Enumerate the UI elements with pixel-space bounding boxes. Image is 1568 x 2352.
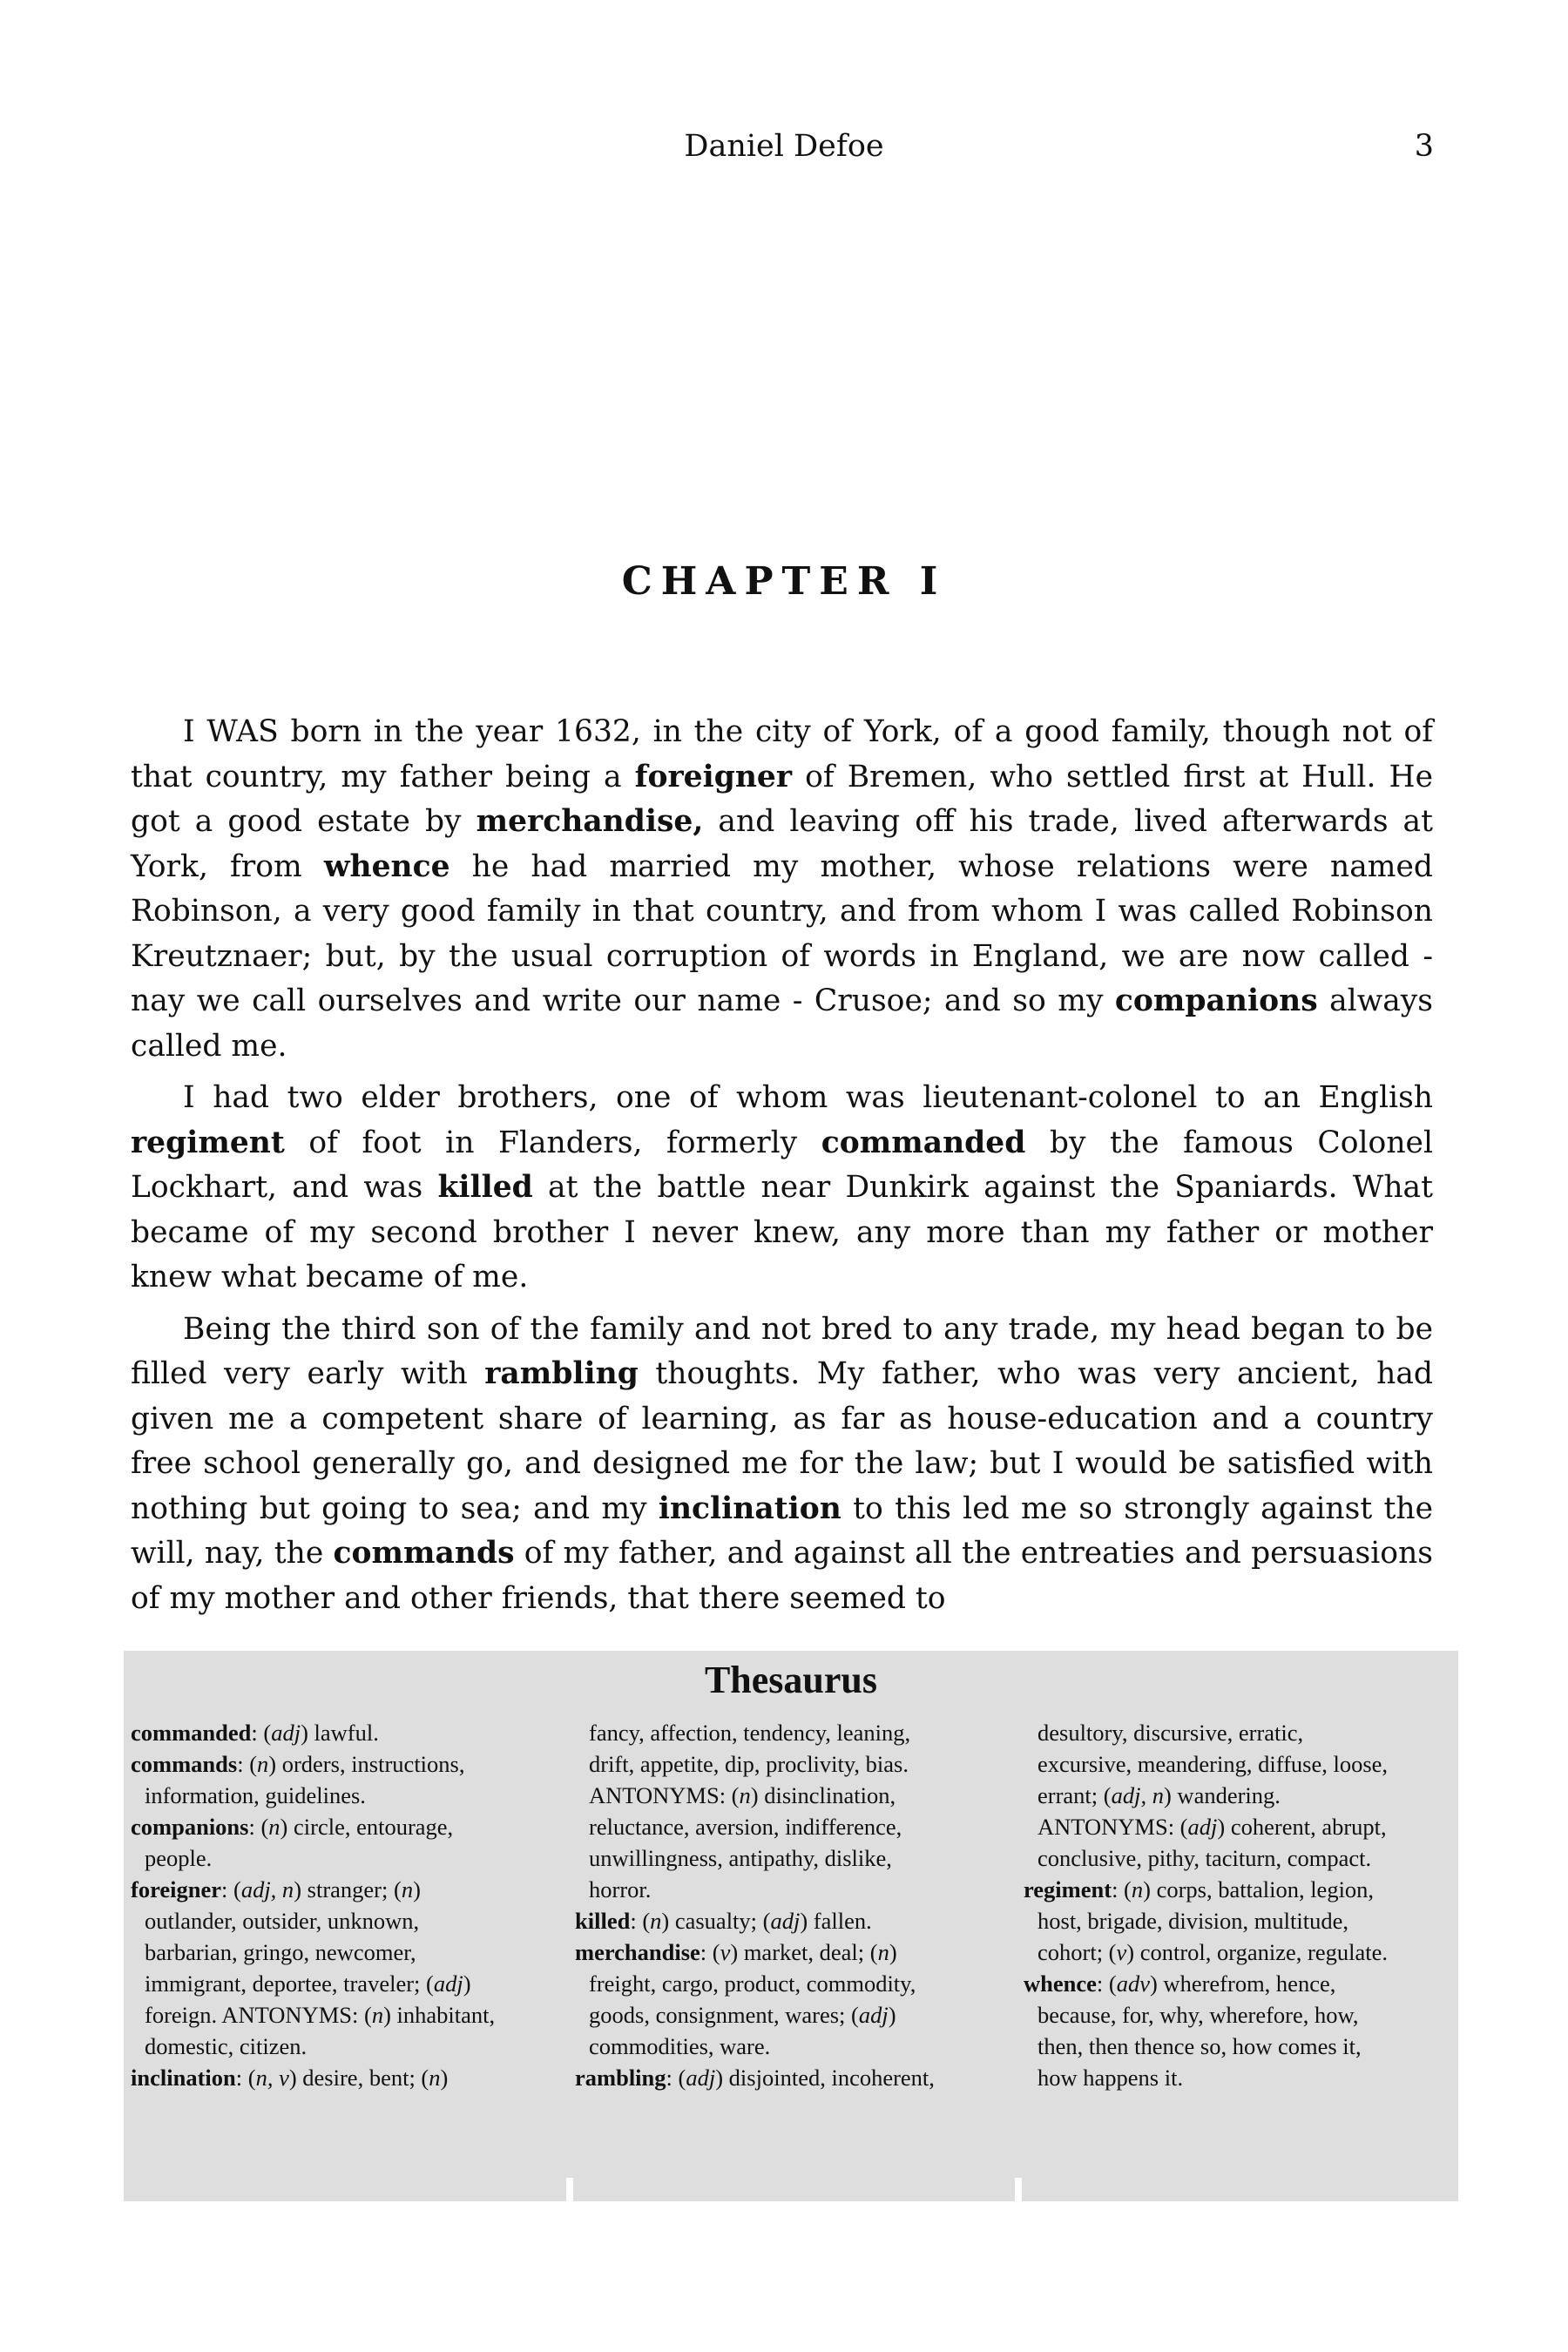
thesaurus-line: fancy, affection, tendency, leaning, [589,1720,911,1746]
thesaurus-line: reluctance, aversion, indifference, [589,1814,902,1840]
thesaurus-line: foreigner: (adj, n) stranger; (n) [131,1876,421,1903]
thesaurus-line: commodities, ware. [589,2033,771,2059]
thesaurus-line: barbarian, gringo, newcomer, [145,1939,416,1965]
thesaurus-box [124,1651,1458,2201]
paragraph: Being the third son of the family and not bred to any trade, my head began to be filled very early with rambling thoughts. My father, who was very ancient, had given me a competent share of learning, as far as house-education and a country free school generally go, and designed me for the law; but I would be satisfied with nothing but going to sea; and my inclination to this led me so strongly against the will, nay, the commands of my father, and against all the entreaties and persuasions of my mother and other friends, that there seemed to [131,1311,1433,1616]
thesaurus-line: commanded: (adj) lawful. [131,1720,379,1746]
thesaurus-line: conclusive, pithy, taciturn, compact. [1037,1845,1372,1871]
paragraph: I had two elder brothers, one of whom was lieutenant-colonel to an English regiment of foot in Flanders, formerly commanded by the famous Colonel Lockhart, and was killed at the battle near Dunkirk against the Spaniards. What became of my second brother I never knew, any more than my father or mother knew what became of me. [131,1080,1433,1294]
running-header-author: Daniel Defoe [684,129,884,164]
thesaurus-line: domestic, citizen. [145,2033,308,2059]
part-of-speech: adv [1116,1970,1150,1997]
page-number: 3 [1414,129,1434,164]
thesaurus-line: cohort; (v) control, organize, regulate. [1037,1939,1388,1965]
thesaurus-headword: foreigner [131,1876,221,1903]
part-of-speech: adj [1187,1814,1218,1840]
thesaurus-line: then, then thence so, how comes it, [1037,2033,1362,2059]
thesaurus-headword: killed [575,1908,631,1934]
part-of-speech: adj [271,1720,301,1746]
part-of-speech: n [371,2002,384,2028]
part-of-speech: n [257,1751,269,1777]
thesaurus-line: people. [145,1845,213,1871]
thesaurus-headword: commanded [131,1720,252,1746]
column-divider [1015,2178,1022,2201]
column-divider [566,2178,573,2201]
thesaurus-headword: merchandise [575,1939,700,1965]
part-of-speech: adj, n [1111,1782,1164,1808]
thesaurus-line: outlander, outsider, unknown, [145,1908,420,1934]
thesaurus-line: freight, cargo, product, commodity, [589,1970,916,1997]
thesaurus-headword: rambling [575,2065,666,2091]
part-of-speech: n [650,1908,662,1934]
thesaurus-line: rambling: (adj) disjointed, incoherent, [575,2065,935,2091]
glossary-term: regiment [131,1125,285,1160]
glossary-term: commands [333,1536,515,1571]
thesaurus-line: whence: (adv) wherefrom, hence, [1024,1970,1336,1997]
thesaurus-line: host, brigade, division, multitude, [1037,1908,1348,1934]
glossary-term: killed [437,1170,533,1205]
chapter-body [131,710,1433,1628]
thesaurus-line: merchandise: (v) market, deal; (n) [575,1939,897,1965]
part-of-speech: adj [433,1970,463,1997]
glossary-term: commanded [821,1125,1026,1160]
paragraph: I WAS born in the year 1632, in the city of York, of a good family, though not of that country, my father being a foreigner of Bremen, who settled first at Hull. He got a good estate by merchandise, and leaving off his trade, lived afterwards at York, from whence he had married my mother, whose relations were named Robinson, a very good family in that country, and from whom I was called Robinson Kreutznaer; but, by the usual corruption of words in England, we are now called - nay we call ourselves and write our name - Crusoe; and so my companions always called me. [131,714,1434,1064]
thesaurus-line: excursive, meandering, diffuse, loose, [1037,1751,1389,1777]
part-of-speech: adj [858,2002,889,2028]
thesaurus-headword: companions [131,1814,249,1840]
thesaurus-line: unwillingness, antipathy, dislike, [589,1845,892,1871]
thesaurus-line: regiment: (n) corps, battalion, legion, [1024,1876,1375,1903]
thesaurus-title: Thesaurus [704,1659,878,1701]
glossary-term: rambling [484,1356,639,1391]
part-of-speech: v [1116,1939,1127,1965]
thesaurus-line: killed: (n) casualty; (adj) fallen. [575,1908,872,1934]
thesaurus-headword: whence [1024,1970,1097,1997]
part-of-speech: adj [770,1908,801,1934]
thesaurus-headword: inclination [131,2065,236,2091]
part-of-speech: n [429,2065,441,2091]
thesaurus-line: inclination: (n, v) desire, bent; (n) [131,2065,449,2091]
thesaurus-line: because, for, why, wherefore, how, [1037,2002,1359,2028]
part-of-speech: n [401,1876,414,1903]
thesaurus-line: commands: (n) orders, instructions, [131,1751,465,1777]
part-of-speech: n [739,1782,751,1808]
thesaurus-headword: regiment [1024,1876,1112,1903]
thesaurus-column [575,1717,1015,2093]
thesaurus-line: goods, consignment, wares; (adj) [589,2002,896,2028]
thesaurus-line: ANTONYMS: (adj) coherent, abrupt, [1037,1814,1387,1840]
thesaurus-line: immigrant, deportee, traveler; (adj) [145,1970,471,1997]
thesaurus-headword: commands [131,1751,238,1777]
thesaurus-line: foreign. ANTONYMS: (n) inhabitant, [145,2002,496,2028]
glossary-term: merchandise, [476,804,704,839]
glossary-term: whence [323,848,450,884]
part-of-speech: n [268,1814,280,1840]
part-of-speech: n [1131,1876,1144,1903]
thesaurus-line: horror. [589,1876,652,1903]
part-of-speech: v [720,1939,731,1965]
part-of-speech: n, v [255,2065,289,2091]
thesaurus-line: drift, appetite, dip, proclivity, bias. [589,1751,909,1777]
part-of-speech: adj [686,2065,716,2091]
part-of-speech: adj, n [240,1876,294,1903]
glossary-term: inclination [658,1490,841,1526]
thesaurus-column [131,1717,566,2093]
part-of-speech: n [877,1939,889,1965]
thesaurus-line: how happens it. [1037,2065,1184,2091]
thesaurus-line: ANTONYMS: (n) disinclination, [589,1782,896,1808]
thesaurus-column [1024,1717,1458,2093]
glossary-term: companions [1114,983,1318,1018]
glossary-term: foreigner [634,759,793,794]
thesaurus-line: information, guidelines. [145,1782,366,1808]
chapter-title: CHAPTER I [621,559,947,604]
thesaurus-line: errant; (adj, n) wandering. [1037,1782,1281,1808]
thesaurus-line: desultory, discursive, erratic, [1037,1720,1304,1746]
thesaurus-line: companions: (n) circle, entourage, [131,1814,454,1840]
